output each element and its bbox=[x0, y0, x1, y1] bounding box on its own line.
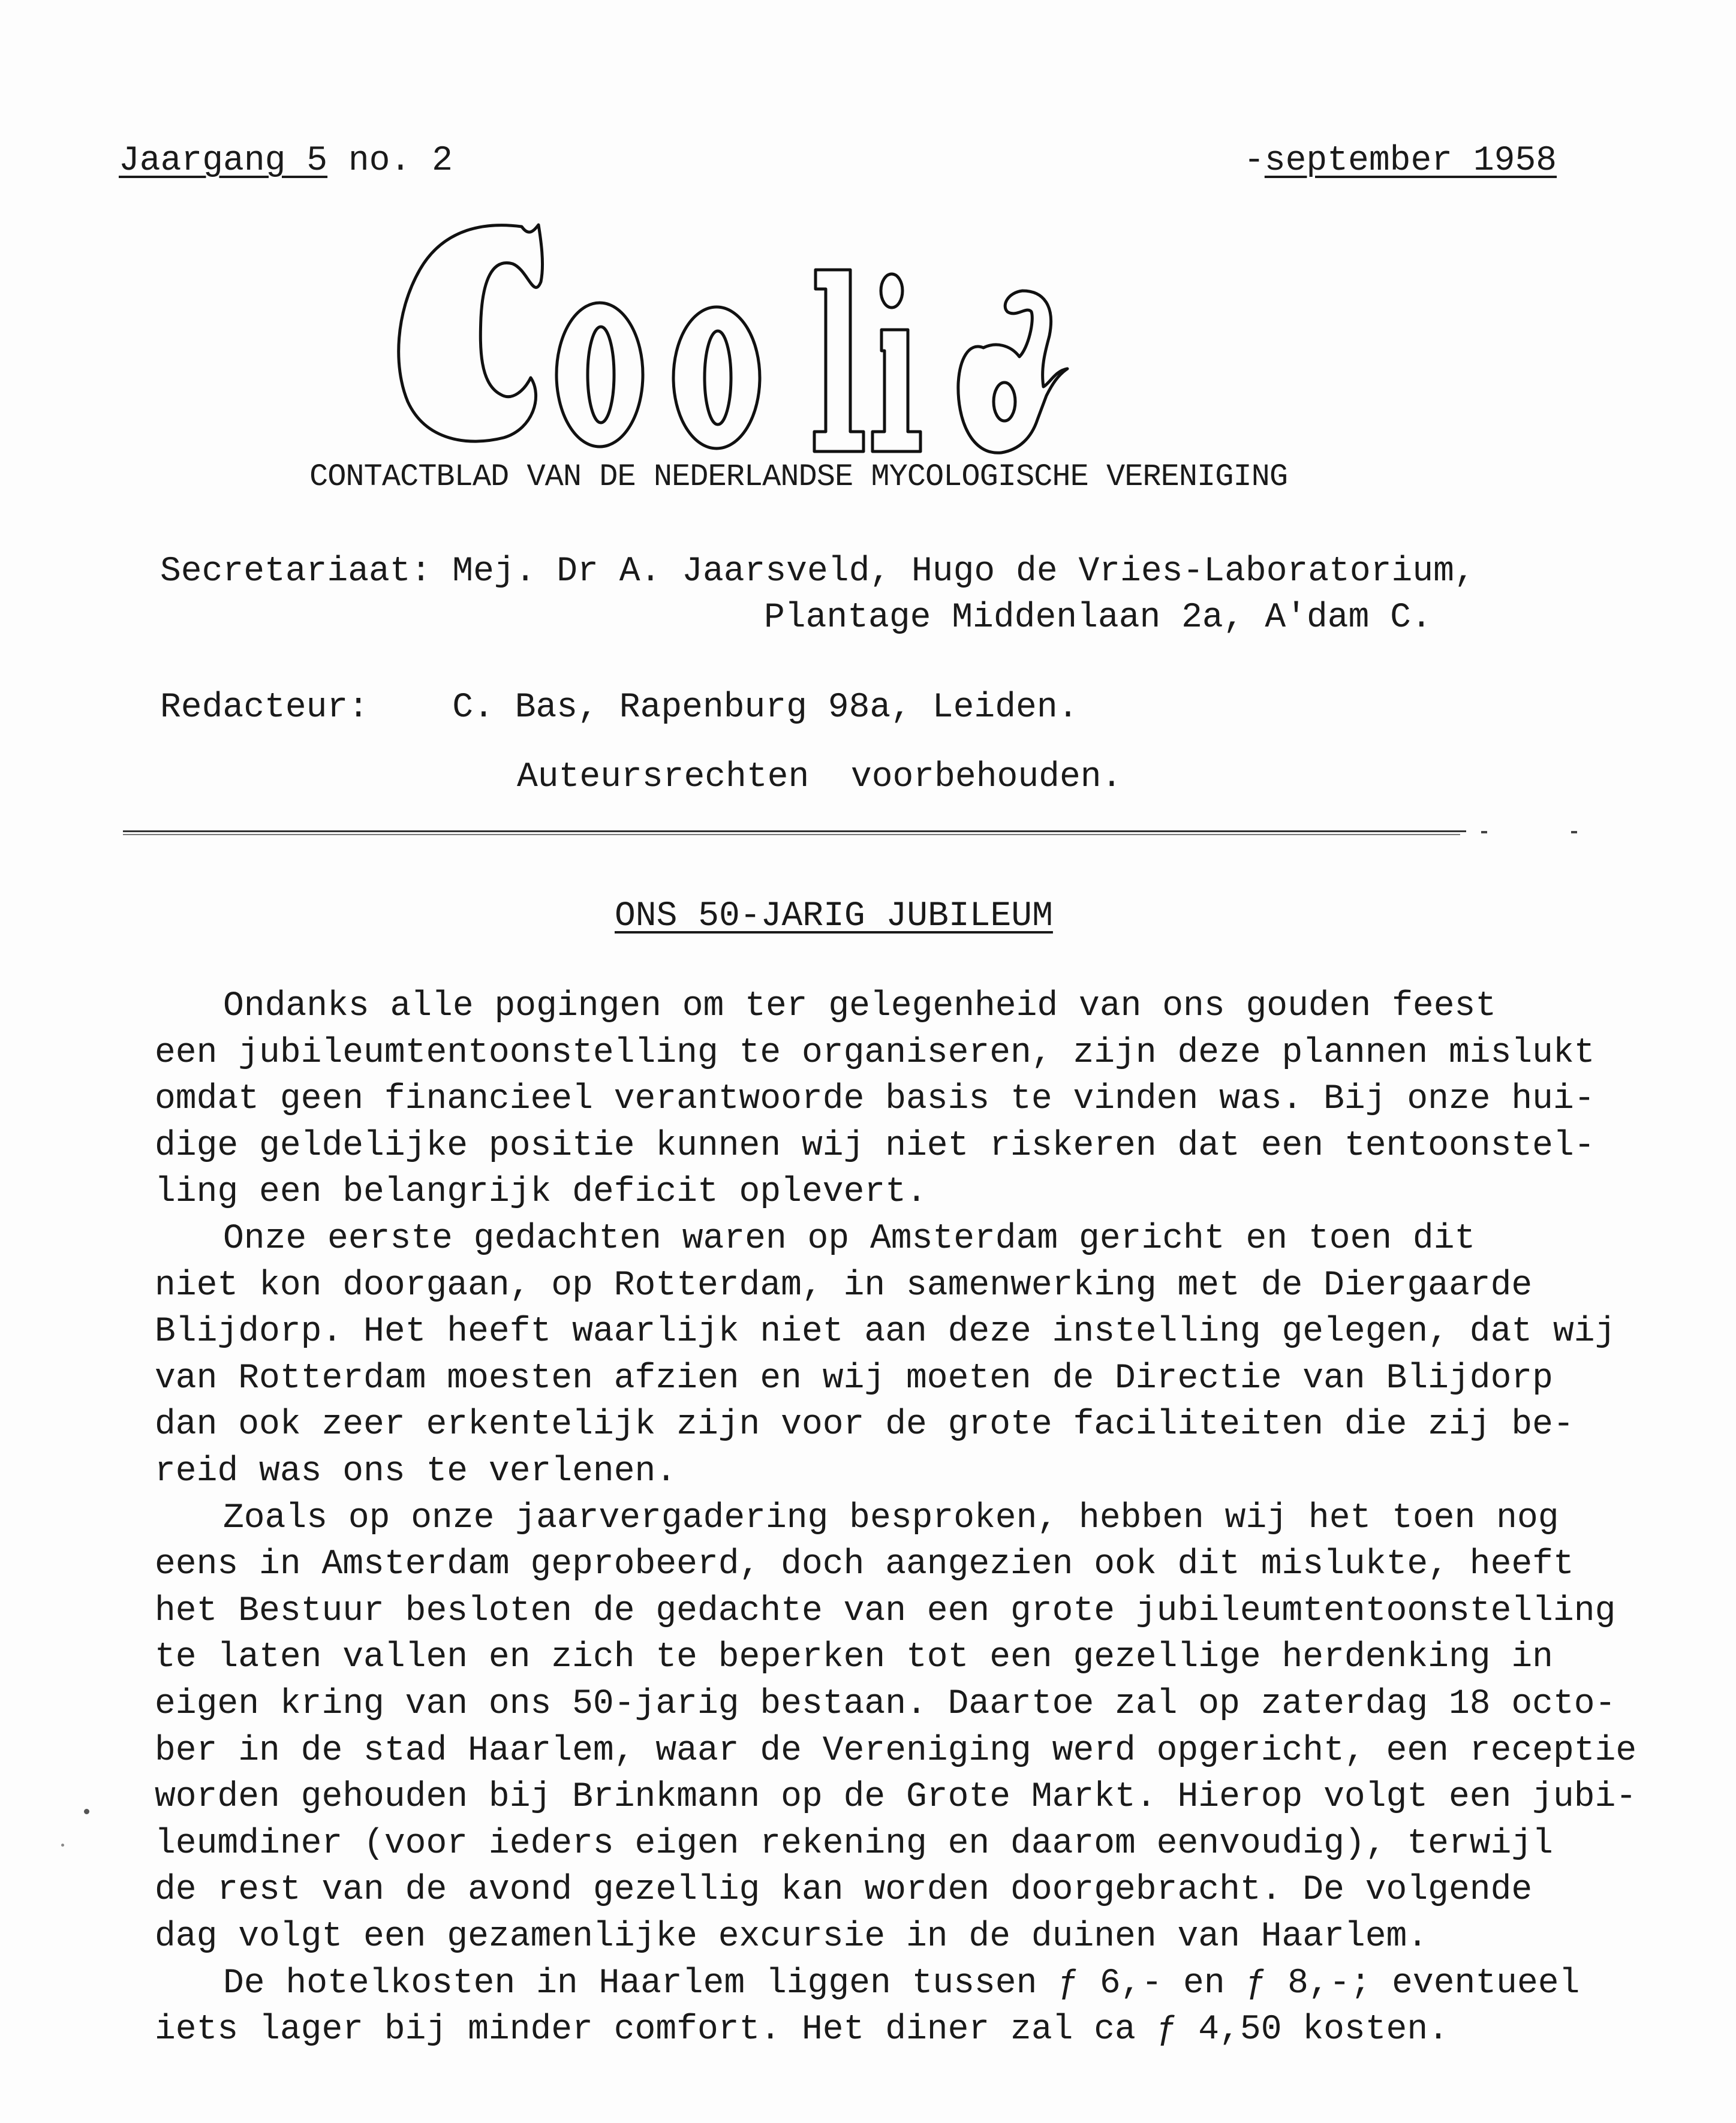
coolia-logo bbox=[384, 216, 1181, 456]
article-line: Onze eerste gedachten waren op Amsterdam gericht en toen dit bbox=[223, 1219, 1476, 1258]
issue-date bbox=[1244, 141, 1557, 180]
article-line: een jubileumtentoonstelling te organiseren, zijn deze plannen mislukt bbox=[155, 1033, 1595, 1073]
logo-letter-l bbox=[814, 270, 864, 451]
logo-letter-i bbox=[872, 330, 920, 451]
article-line: eens in Amsterdam geprobeerd, doch aangezien ook dit mislukte, heeft bbox=[155, 1545, 1574, 1585]
margin-speck bbox=[84, 1809, 89, 1814]
article-title: ONS 50-JARIG JUBILEUM bbox=[615, 897, 1053, 936]
margin-speck bbox=[61, 1844, 64, 1847]
article-line: ling een belangrijk deficit oplevert. bbox=[155, 1173, 927, 1212]
secretariaat-line-2: Plantage Middenlaan 2a, A'dam C. bbox=[764, 598, 1432, 637]
article-line: Ondanks alle pogingen om ter gelegenheid van ons gouden feest bbox=[223, 987, 1497, 1026]
article-line: eigen kring van ons 50-jarig bestaan. Daartoe zal op zaterdag 18 octo- bbox=[155, 1685, 1616, 1724]
copyright-notice: Auteursrechten voorbehouden. bbox=[517, 758, 1123, 797]
article-line: reid was ons te verlenen. bbox=[155, 1452, 677, 1491]
article-line: het Bestuur besloten de gedachte van een grote jubileumtentoonstelling bbox=[155, 1591, 1616, 1631]
article-line: Blijdorp. Het heeft waarlijk niet aan deze instelling gelegen, dat wij bbox=[155, 1312, 1616, 1352]
issue-volume: Jaargang 5 bbox=[119, 141, 328, 180]
article-line: dag volgt een gezamenlijke excursie in de duinen van Haarlem. bbox=[155, 1917, 1428, 1956]
logo-letter-o2 bbox=[673, 307, 760, 448]
masthead-subtitle: CONTACTBLAD VAN DE NEDERLANDSE MYCOLOGISCHE VERENIGING bbox=[309, 459, 1288, 495]
article-line: leumdiner (voor ieders eigen rekening en daarom eenvoudig), terwijl bbox=[155, 1824, 1553, 1863]
header-divider bbox=[123, 830, 1586, 836]
article-line: iets lager bij minder comfort. Het diner zal ca ƒ 4,50 kosten. bbox=[155, 2010, 1449, 2050]
logo-letter-c bbox=[399, 225, 543, 441]
article-line: de rest van de avond gezellig kan worden doorgebracht. De volgende bbox=[155, 1871, 1533, 1910]
article-line: worden gehouden bij Brinkmann op de Grote Markt. Hierop volgt een jubi- bbox=[155, 1778, 1637, 1817]
date-text: september 1958 bbox=[1264, 141, 1557, 180]
article-line: van Rotterdam moesten afzien en wij moeten de Directie van Blijdorp bbox=[155, 1359, 1553, 1398]
issue-number bbox=[119, 141, 453, 180]
article-line: niet kon doorgaan, op Rotterdam, in samenwerking met de Diergaarde bbox=[155, 1266, 1533, 1305]
logo-letter-a bbox=[958, 291, 1067, 453]
issue-no: no. 2 bbox=[327, 141, 453, 180]
article-line: Zoals op onze jaarvergadering besproken, hebben wij het toen nog bbox=[223, 1498, 1559, 1538]
article-line: dan ook zeer erkentelijk zijn voor de grote faciliteiten die zij be- bbox=[155, 1405, 1574, 1445]
secretariaat-line-1: Secretariaat: Mej. Dr A. Jaarsveld, Hugo de Vries-Laboratorium, bbox=[160, 552, 1475, 591]
article-line: omdat geen financieel verantwoorde basis te vinden was. Bij onze hui- bbox=[155, 1080, 1595, 1119]
redacteur-line: Redacteur: C. Bas, Rapenburg 98a, Leiden. bbox=[160, 688, 1079, 727]
article-line: De hotelkosten in Haarlem liggen tussen ƒ 6,- en ƒ 8,-; eventueel bbox=[223, 1964, 1580, 2003]
article-line: te laten vallen en zich te beperken tot een gezellige herdenking in bbox=[155, 1638, 1553, 1678]
article-line: ber in de stad Haarlem, waar de Vereniging werd opgericht, een receptie bbox=[155, 1731, 1637, 1770]
article-line: dige geldelijke positie kunnen wij niet riskeren dat een tentoonstel- bbox=[155, 1126, 1595, 1166]
date-dash: - bbox=[1244, 141, 1265, 180]
logo-letter-i-dot bbox=[881, 274, 902, 308]
logo-letter-o1 bbox=[556, 303, 643, 447]
